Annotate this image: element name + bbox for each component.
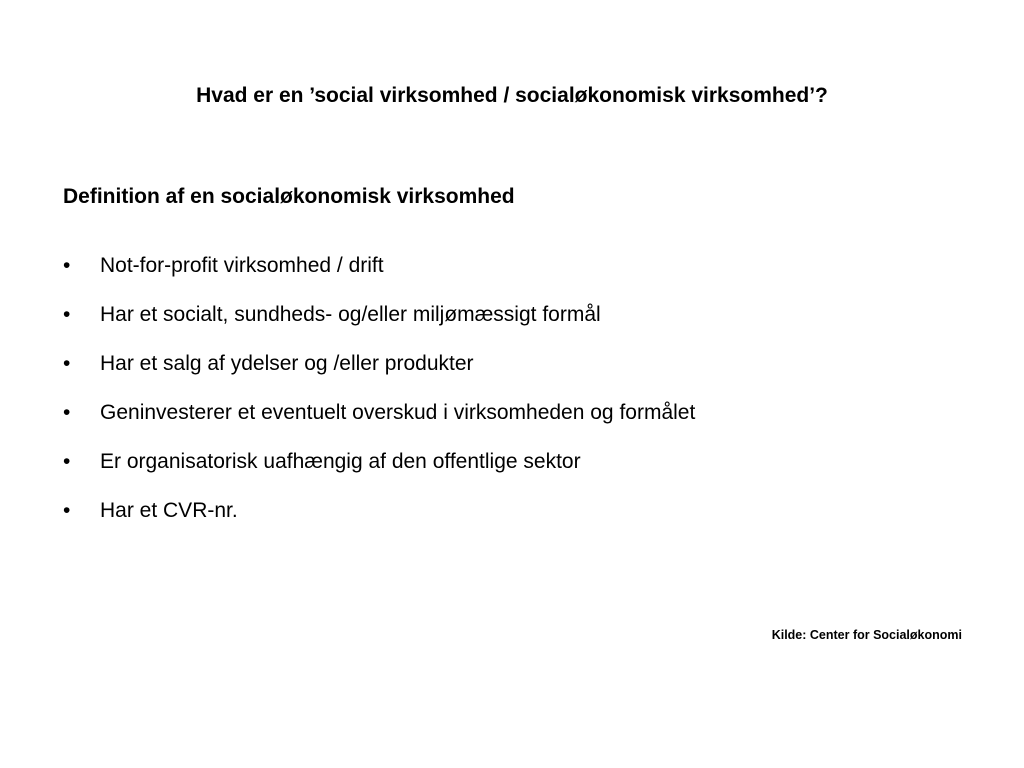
bullet-text: Har et salg af ydelser og /eller produkter [100,352,474,375]
slide-title: Hvad er en ’social virksomhed / socialøkonomisk virksomhed’? [196,84,828,107]
bullet-dot-icon: • [63,450,71,473]
source-note: Kilde: Center for Socialøkonomi [771,628,962,642]
bullet-dot-icon: • [63,401,71,424]
bullet-text: Har et CVR-nr. [100,499,238,522]
bullet-text: Geninvesterer et eventuelt overskud i virksomheden og formålet [100,401,696,424]
bullet-dot-icon: • [63,352,71,375]
bullet-dot-icon: • [63,499,71,522]
bullet-dot-icon: • [63,254,71,277]
bullet-text: Not-for-profit virksomhed / drift [100,254,384,277]
section-heading: Definition af en socialøkonomisk virksomhed [63,185,515,208]
bullet-text: Har et socialt, sundheds- og/eller miljømæssigt formål [100,303,601,326]
bullet-dot-icon: • [63,303,71,326]
bullet-text: Er organisatorisk uafhængig af den offentlige sektor [100,450,581,473]
